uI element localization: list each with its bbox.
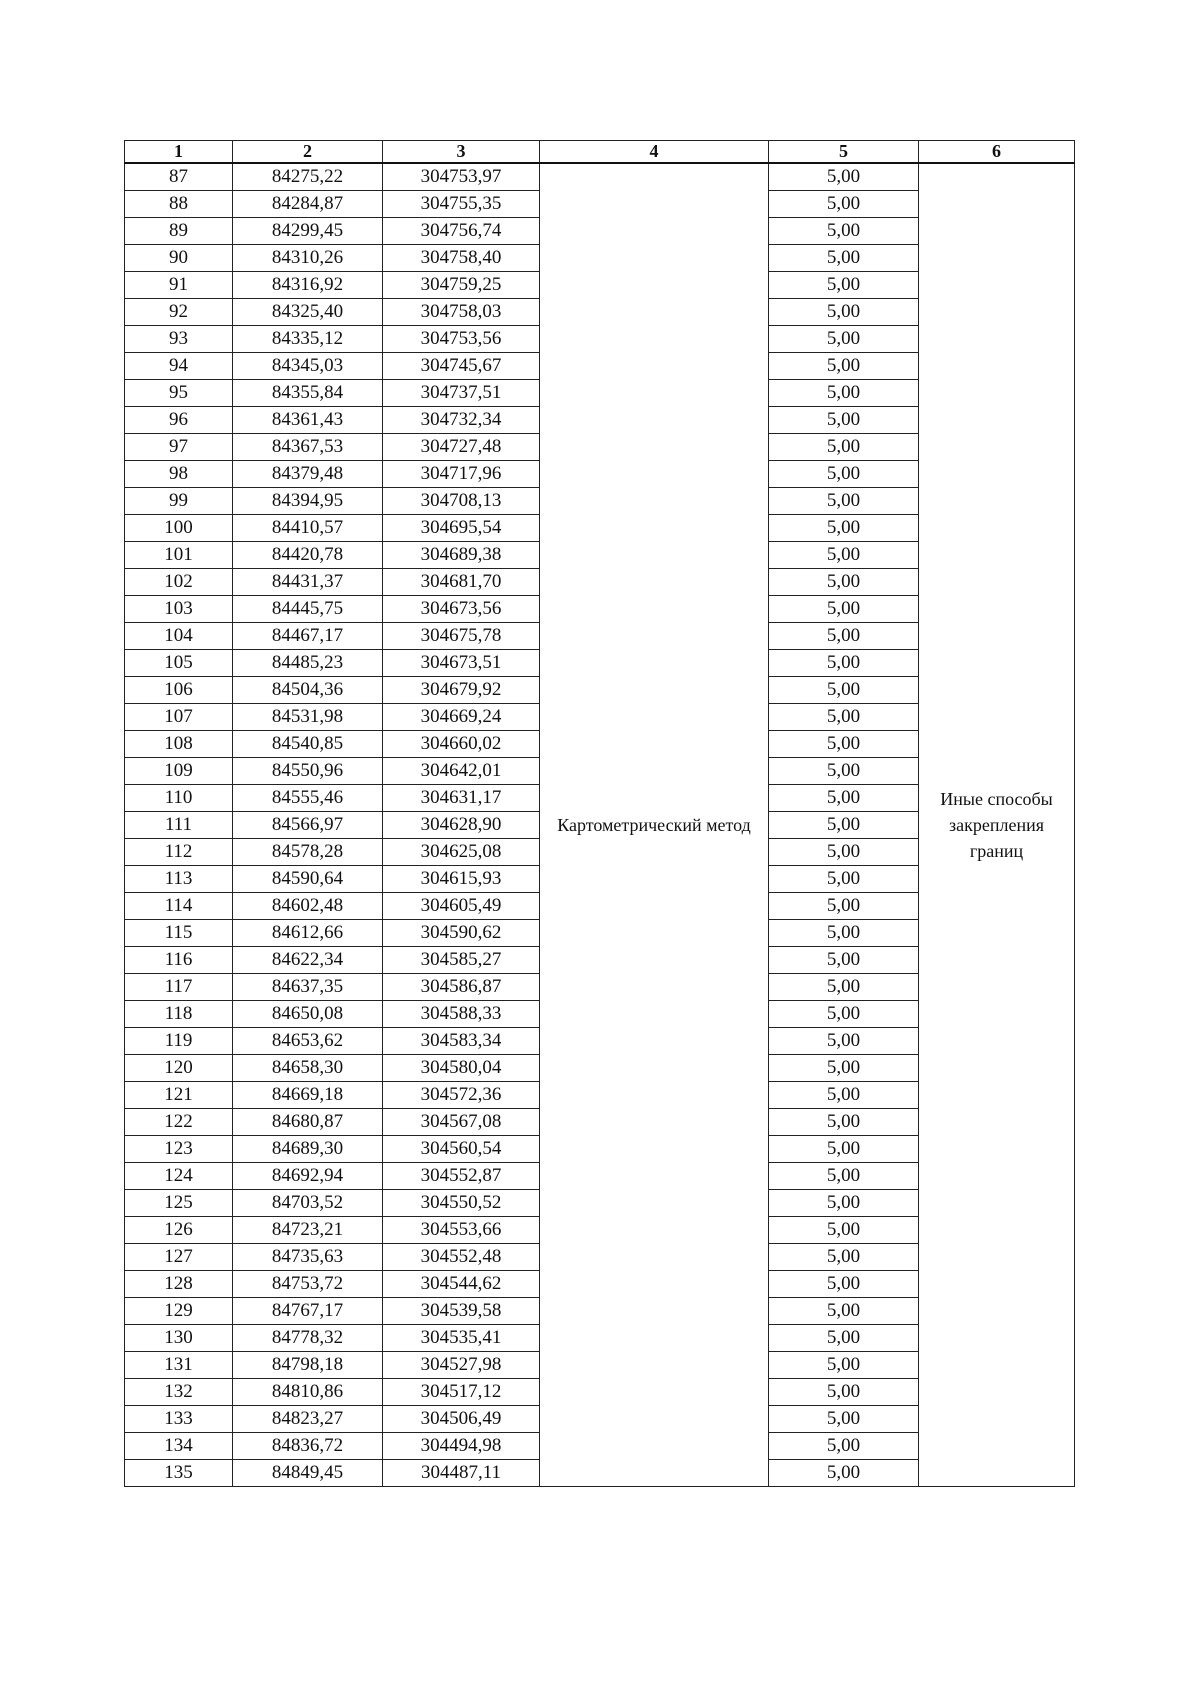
accuracy-value: 5,00 bbox=[769, 1109, 919, 1136]
accuracy-value: 5,00 bbox=[769, 191, 919, 218]
coordinate-x: 84798,18 bbox=[233, 1352, 383, 1379]
point-number: 101 bbox=[125, 542, 233, 569]
coordinate-y: 304758,40 bbox=[383, 245, 540, 272]
point-number: 88 bbox=[125, 191, 233, 218]
coordinate-y: 304560,54 bbox=[383, 1136, 540, 1163]
point-number: 108 bbox=[125, 731, 233, 758]
fixation-method-cell: Иные способы закрепления границ bbox=[919, 163, 1075, 1487]
coordinate-y: 304675,78 bbox=[383, 623, 540, 650]
accuracy-value: 5,00 bbox=[769, 1001, 919, 1028]
coordinate-y: 304553,66 bbox=[383, 1217, 540, 1244]
accuracy-value: 5,00 bbox=[769, 1244, 919, 1271]
accuracy-value: 5,00 bbox=[769, 326, 919, 353]
coordinate-x: 84310,26 bbox=[233, 245, 383, 272]
coordinate-x: 84823,27 bbox=[233, 1406, 383, 1433]
coordinate-x: 84653,62 bbox=[233, 1028, 383, 1055]
point-number: 116 bbox=[125, 947, 233, 974]
point-number: 132 bbox=[125, 1379, 233, 1406]
coordinate-x: 84622,34 bbox=[233, 947, 383, 974]
accuracy-value: 5,00 bbox=[769, 542, 919, 569]
accuracy-value: 5,00 bbox=[769, 1028, 919, 1055]
point-number: 107 bbox=[125, 704, 233, 731]
point-number: 134 bbox=[125, 1433, 233, 1460]
coordinate-y: 304615,93 bbox=[383, 866, 540, 893]
accuracy-value: 5,00 bbox=[769, 488, 919, 515]
accuracy-value: 5,00 bbox=[769, 866, 919, 893]
coordinate-x: 84689,30 bbox=[233, 1136, 383, 1163]
method-cell: Картометрический метод bbox=[540, 163, 769, 1487]
accuracy-value: 5,00 bbox=[769, 299, 919, 326]
coordinate-y: 304759,25 bbox=[383, 272, 540, 299]
accuracy-value: 5,00 bbox=[769, 623, 919, 650]
coordinate-y: 304583,34 bbox=[383, 1028, 540, 1055]
accuracy-value: 5,00 bbox=[769, 785, 919, 812]
coordinate-y: 304737,51 bbox=[383, 380, 540, 407]
point-number: 110 bbox=[125, 785, 233, 812]
coordinate-y: 304673,51 bbox=[383, 650, 540, 677]
point-number: 106 bbox=[125, 677, 233, 704]
coordinate-x: 84566,97 bbox=[233, 812, 383, 839]
accuracy-value: 5,00 bbox=[769, 353, 919, 380]
coordinate-y: 304695,54 bbox=[383, 515, 540, 542]
table-body bbox=[125, 163, 1075, 1487]
point-number: 135 bbox=[125, 1460, 233, 1487]
coordinate-y: 304535,41 bbox=[383, 1325, 540, 1352]
point-number: 95 bbox=[125, 380, 233, 407]
coordinate-x: 84692,94 bbox=[233, 1163, 383, 1190]
point-number: 104 bbox=[125, 623, 233, 650]
coordinate-y: 304745,67 bbox=[383, 353, 540, 380]
accuracy-value: 5,00 bbox=[769, 1379, 919, 1406]
accuracy-value: 5,00 bbox=[769, 974, 919, 1001]
coordinate-y: 304552,48 bbox=[383, 1244, 540, 1271]
point-number: 96 bbox=[125, 407, 233, 434]
coordinate-x: 84431,37 bbox=[233, 569, 383, 596]
coordinate-x: 84445,75 bbox=[233, 596, 383, 623]
coordinate-x: 84590,64 bbox=[233, 866, 383, 893]
point-number: 129 bbox=[125, 1298, 233, 1325]
coordinate-y: 304567,08 bbox=[383, 1109, 540, 1136]
coordinate-y: 304605,49 bbox=[383, 893, 540, 920]
point-number: 120 bbox=[125, 1055, 233, 1082]
accuracy-value: 5,00 bbox=[769, 218, 919, 245]
coordinate-x: 84767,17 bbox=[233, 1298, 383, 1325]
coordinate-x: 84467,17 bbox=[233, 623, 383, 650]
coordinate-x: 84778,32 bbox=[233, 1325, 383, 1352]
accuracy-value: 5,00 bbox=[769, 515, 919, 542]
coordinate-x: 84316,92 bbox=[233, 272, 383, 299]
accuracy-value: 5,00 bbox=[769, 434, 919, 461]
accuracy-value: 5,00 bbox=[769, 677, 919, 704]
point-number: 94 bbox=[125, 353, 233, 380]
coordinate-y: 304642,01 bbox=[383, 758, 540, 785]
point-number: 99 bbox=[125, 488, 233, 515]
accuracy-value: 5,00 bbox=[769, 1325, 919, 1352]
coordinate-x: 84420,78 bbox=[233, 542, 383, 569]
coordinate-x: 84367,53 bbox=[233, 434, 383, 461]
accuracy-value: 5,00 bbox=[769, 1433, 919, 1460]
accuracy-value: 5,00 bbox=[769, 920, 919, 947]
coordinate-y: 304487,11 bbox=[383, 1460, 540, 1487]
coordinate-y: 304753,97 bbox=[383, 163, 540, 191]
accuracy-value: 5,00 bbox=[769, 731, 919, 758]
accuracy-value: 5,00 bbox=[769, 461, 919, 488]
coordinate-x: 84578,28 bbox=[233, 839, 383, 866]
coordinate-y: 304572,36 bbox=[383, 1082, 540, 1109]
coordinate-y: 304681,70 bbox=[383, 569, 540, 596]
coordinate-y: 304527,98 bbox=[383, 1352, 540, 1379]
coordinate-x: 84650,08 bbox=[233, 1001, 383, 1028]
accuracy-value: 5,00 bbox=[769, 1298, 919, 1325]
coordinate-x: 84335,12 bbox=[233, 326, 383, 353]
coordinate-x: 84275,22 bbox=[233, 163, 383, 191]
table-row bbox=[125, 163, 1075, 191]
header-col-3: 3 bbox=[383, 141, 540, 164]
accuracy-value: 5,00 bbox=[769, 1352, 919, 1379]
coordinate-x: 84658,30 bbox=[233, 1055, 383, 1082]
coordinate-y: 304517,12 bbox=[383, 1379, 540, 1406]
coordinate-y: 304552,87 bbox=[383, 1163, 540, 1190]
accuracy-value: 5,00 bbox=[769, 839, 919, 866]
point-number: 126 bbox=[125, 1217, 233, 1244]
point-number: 100 bbox=[125, 515, 233, 542]
point-number: 125 bbox=[125, 1190, 233, 1217]
table-header bbox=[125, 141, 1075, 164]
coordinate-x: 84355,84 bbox=[233, 380, 383, 407]
coordinate-y: 304660,02 bbox=[383, 731, 540, 758]
coordinate-x: 84550,96 bbox=[233, 758, 383, 785]
point-number: 122 bbox=[125, 1109, 233, 1136]
accuracy-value: 5,00 bbox=[769, 380, 919, 407]
header-col-1: 1 bbox=[125, 141, 233, 164]
coordinate-y: 304755,35 bbox=[383, 191, 540, 218]
point-number: 118 bbox=[125, 1001, 233, 1028]
coordinate-x: 84680,87 bbox=[233, 1109, 383, 1136]
coordinate-x: 84735,63 bbox=[233, 1244, 383, 1271]
coordinate-x: 84602,48 bbox=[233, 893, 383, 920]
coordinate-x: 84836,72 bbox=[233, 1433, 383, 1460]
accuracy-value: 5,00 bbox=[769, 245, 919, 272]
coordinate-x: 84531,98 bbox=[233, 704, 383, 731]
coordinate-x: 84669,18 bbox=[233, 1082, 383, 1109]
accuracy-value: 5,00 bbox=[769, 758, 919, 785]
boundary-points-table bbox=[124, 140, 1075, 1487]
coordinate-x: 84345,03 bbox=[233, 353, 383, 380]
accuracy-value: 5,00 bbox=[769, 596, 919, 623]
coordinate-x: 84849,45 bbox=[233, 1460, 383, 1487]
accuracy-value: 5,00 bbox=[769, 407, 919, 434]
point-number: 111 bbox=[125, 812, 233, 839]
point-number: 128 bbox=[125, 1271, 233, 1298]
point-number: 131 bbox=[125, 1352, 233, 1379]
header-col-4: 4 bbox=[540, 141, 769, 164]
coordinate-x: 84810,86 bbox=[233, 1379, 383, 1406]
accuracy-value: 5,00 bbox=[769, 1163, 919, 1190]
accuracy-value: 5,00 bbox=[769, 163, 919, 191]
coordinate-y: 304588,33 bbox=[383, 1001, 540, 1028]
point-number: 90 bbox=[125, 245, 233, 272]
accuracy-value: 5,00 bbox=[769, 947, 919, 974]
coordinate-y: 304544,62 bbox=[383, 1271, 540, 1298]
point-number: 91 bbox=[125, 272, 233, 299]
coordinate-y: 304673,56 bbox=[383, 596, 540, 623]
coordinate-y: 304689,38 bbox=[383, 542, 540, 569]
coordinate-y: 304585,27 bbox=[383, 947, 540, 974]
coordinate-x: 84723,21 bbox=[233, 1217, 383, 1244]
coordinate-y: 304580,04 bbox=[383, 1055, 540, 1082]
header-col-2: 2 bbox=[233, 141, 383, 164]
point-number: 115 bbox=[125, 920, 233, 947]
coordinate-x: 84555,46 bbox=[233, 785, 383, 812]
accuracy-value: 5,00 bbox=[769, 1406, 919, 1433]
coordinate-x: 84703,52 bbox=[233, 1190, 383, 1217]
coordinate-x: 84504,36 bbox=[233, 677, 383, 704]
point-number: 112 bbox=[125, 839, 233, 866]
point-number: 97 bbox=[125, 434, 233, 461]
coordinate-y: 304631,17 bbox=[383, 785, 540, 812]
point-number: 93 bbox=[125, 326, 233, 353]
point-number: 109 bbox=[125, 758, 233, 785]
point-number: 98 bbox=[125, 461, 233, 488]
coordinate-x: 84361,43 bbox=[233, 407, 383, 434]
point-number: 105 bbox=[125, 650, 233, 677]
coordinate-y: 304550,52 bbox=[383, 1190, 540, 1217]
coordinate-y: 304732,34 bbox=[383, 407, 540, 434]
point-number: 92 bbox=[125, 299, 233, 326]
coordinate-x: 84753,72 bbox=[233, 1271, 383, 1298]
coordinate-x: 84325,40 bbox=[233, 299, 383, 326]
point-number: 117 bbox=[125, 974, 233, 1001]
point-number: 124 bbox=[125, 1163, 233, 1190]
accuracy-value: 5,00 bbox=[769, 1217, 919, 1244]
coordinate-x: 84612,66 bbox=[233, 920, 383, 947]
coordinate-y: 304494,98 bbox=[383, 1433, 540, 1460]
accuracy-value: 5,00 bbox=[769, 704, 919, 731]
coordinate-y: 304669,24 bbox=[383, 704, 540, 731]
point-number: 119 bbox=[125, 1028, 233, 1055]
accuracy-value: 5,00 bbox=[769, 812, 919, 839]
point-number: 121 bbox=[125, 1082, 233, 1109]
coordinate-y: 304628,90 bbox=[383, 812, 540, 839]
coordinate-y: 304753,56 bbox=[383, 326, 540, 353]
coordinate-y: 304727,48 bbox=[383, 434, 540, 461]
point-number: 127 bbox=[125, 1244, 233, 1271]
accuracy-value: 5,00 bbox=[769, 1190, 919, 1217]
coordinate-y: 304586,87 bbox=[383, 974, 540, 1001]
header-col-5: 5 bbox=[769, 141, 919, 164]
accuracy-value: 5,00 bbox=[769, 1460, 919, 1487]
accuracy-value: 5,00 bbox=[769, 893, 919, 920]
coordinate-y: 304679,92 bbox=[383, 677, 540, 704]
accuracy-value: 5,00 bbox=[769, 1082, 919, 1109]
coordinate-x: 84284,87 bbox=[233, 191, 383, 218]
coordinate-y: 304506,49 bbox=[383, 1406, 540, 1433]
coordinate-y: 304539,58 bbox=[383, 1298, 540, 1325]
coordinate-y: 304756,74 bbox=[383, 218, 540, 245]
coordinate-y: 304717,96 bbox=[383, 461, 540, 488]
coordinate-x: 84410,57 bbox=[233, 515, 383, 542]
point-number: 114 bbox=[125, 893, 233, 920]
accuracy-value: 5,00 bbox=[769, 1136, 919, 1163]
point-number: 87 bbox=[125, 163, 233, 191]
coordinate-y: 304758,03 bbox=[383, 299, 540, 326]
header-row bbox=[125, 141, 1075, 164]
coordinate-y: 304708,13 bbox=[383, 488, 540, 515]
header-col-6: 6 bbox=[919, 141, 1075, 164]
point-number: 102 bbox=[125, 569, 233, 596]
point-number: 89 bbox=[125, 218, 233, 245]
accuracy-value: 5,00 bbox=[769, 650, 919, 677]
coordinate-y: 304625,08 bbox=[383, 839, 540, 866]
coordinate-x: 84485,23 bbox=[233, 650, 383, 677]
point-number: 130 bbox=[125, 1325, 233, 1352]
coordinate-x: 84379,48 bbox=[233, 461, 383, 488]
point-number: 123 bbox=[125, 1136, 233, 1163]
point-number: 133 bbox=[125, 1406, 233, 1433]
accuracy-value: 5,00 bbox=[769, 272, 919, 299]
coordinate-x: 84540,85 bbox=[233, 731, 383, 758]
accuracy-value: 5,00 bbox=[769, 1055, 919, 1082]
accuracy-value: 5,00 bbox=[769, 569, 919, 596]
point-number: 103 bbox=[125, 596, 233, 623]
coordinate-x: 84299,45 bbox=[233, 218, 383, 245]
accuracy-value: 5,00 bbox=[769, 1271, 919, 1298]
coordinate-y: 304590,62 bbox=[383, 920, 540, 947]
point-number: 113 bbox=[125, 866, 233, 893]
coordinate-x: 84637,35 bbox=[233, 974, 383, 1001]
coordinate-x: 84394,95 bbox=[233, 488, 383, 515]
